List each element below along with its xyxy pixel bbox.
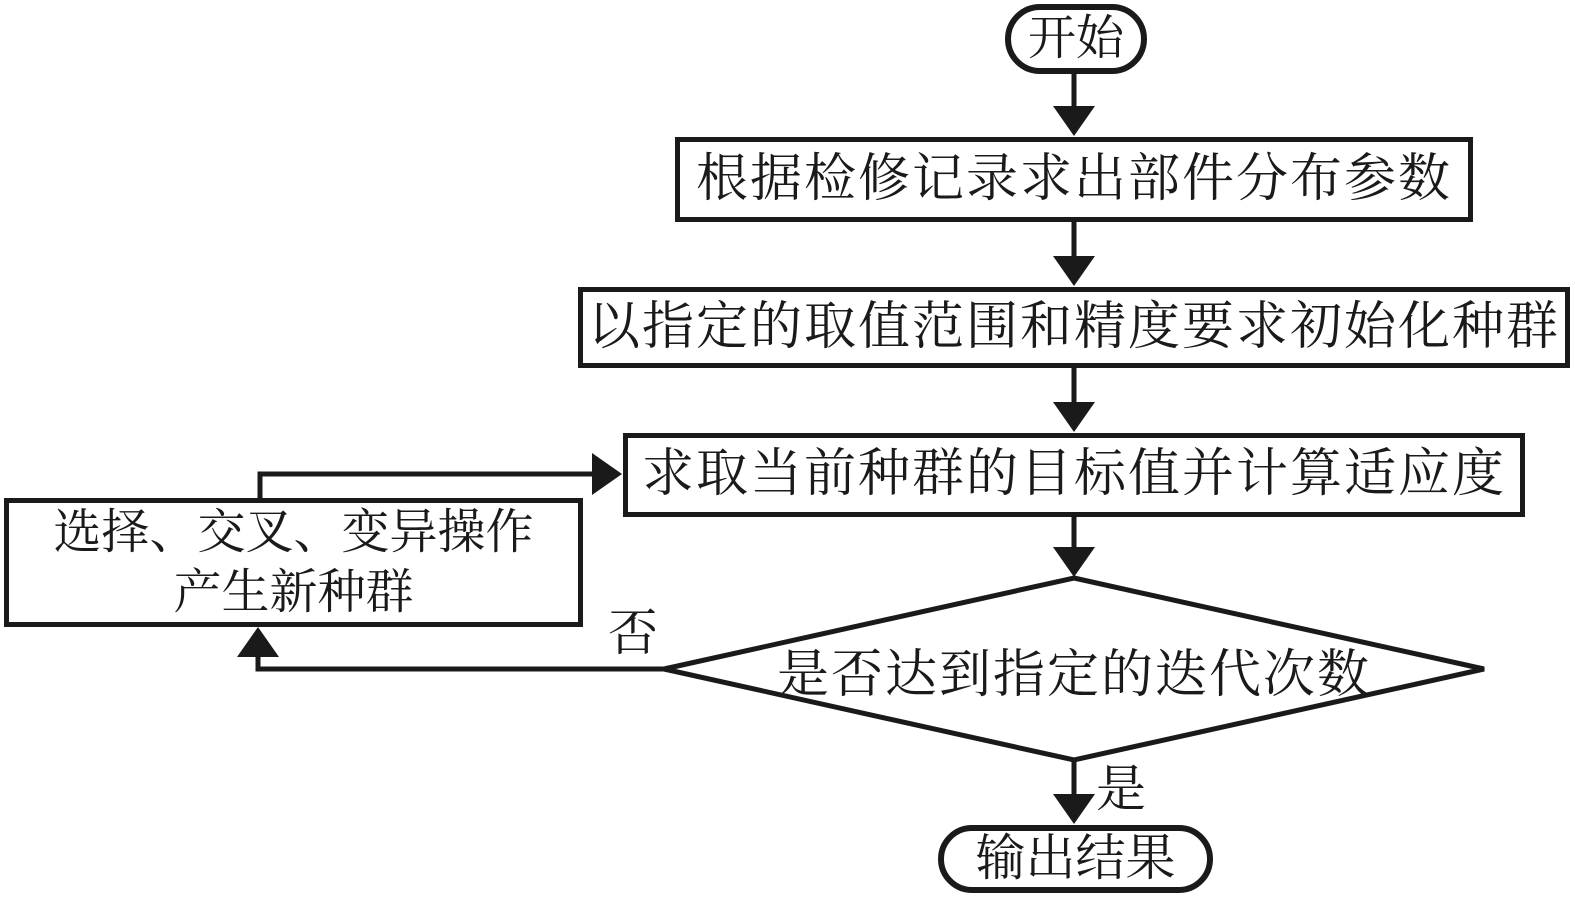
process-node-fitness-evaluation: [623, 433, 1525, 517]
process-node-label-line1: 选择、交叉、变异操作: [53, 505, 534, 559]
edge-loop-to-step3: [260, 474, 592, 498]
edge-label-no: 否: [608, 605, 658, 661]
arrowhead-into-decision: [1053, 547, 1095, 577]
process-node-distribution-params: [675, 137, 1473, 222]
arrowhead-into-step3-left: [592, 453, 622, 495]
process-node-label: 求取当前种群的目标值并计算适应度: [641, 446, 1506, 504]
decision-node-label: 是否达到指定的迭代次数: [776, 646, 1371, 704]
end-node-label: 输出结果: [975, 830, 1176, 887]
start-node-label: 开始: [1027, 12, 1124, 66]
process-node-label-line2: 产生新种群: [173, 565, 414, 619]
arrowhead-into-step1: [1053, 106, 1095, 136]
edge-label-yes: 是: [1096, 761, 1146, 817]
arrowhead-into-end: [1053, 794, 1095, 824]
arrowhead-into-loop: [237, 627, 279, 657]
process-node-genetic-operators: [4, 498, 583, 627]
process-node-label: 以指定的取值范围和精度要求初始化种群: [587, 298, 1560, 356]
arrowhead-into-step3: [1053, 402, 1095, 432]
process-node-init-population: [578, 287, 1570, 368]
end-node: [938, 825, 1213, 893]
start-node: [1005, 4, 1147, 74]
edge-decision-no-to-loop: [258, 657, 664, 669]
arrowhead-into-step2: [1053, 256, 1095, 286]
process-node-label: 根据检修记录求出部件分布参数: [695, 150, 1452, 208]
